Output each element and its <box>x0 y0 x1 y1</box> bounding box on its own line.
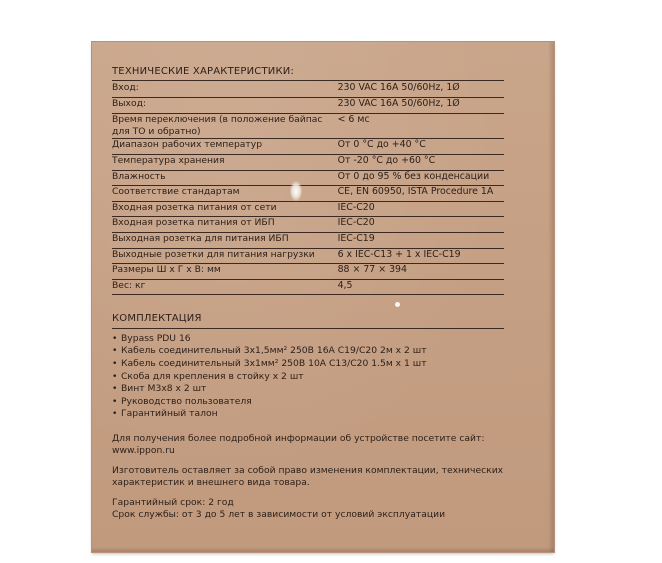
spec-row <box>112 98 504 114</box>
spec-value: CE, EN 60950, ISTA Procedure 1A <box>338 186 504 202</box>
bullet-icon: • <box>112 345 118 357</box>
list-item <box>112 383 542 396</box>
spec-label: Выходные розетки для питания нагрузки <box>112 248 338 264</box>
spec-value: 88 × 77 × 394 <box>338 264 504 280</box>
specs-top-rule <box>112 80 504 81</box>
spec-value: 4,5 <box>338 279 504 295</box>
bullet-icon: • <box>112 357 118 369</box>
spec-label: Влажность <box>112 170 338 186</box>
spec-label: Время переключения (в положение байпас для ТО и обратно) <box>112 113 338 139</box>
spec-label: Размеры Ш x Г x В: мм <box>112 264 338 280</box>
spec-label: Входная розетка питания от сети <box>112 201 338 217</box>
manufacturer-note: Изготовитель оставляет за собой право изменения комплектации, технических характеристик и внешнего вида товара. <box>112 464 504 489</box>
list-item <box>112 396 542 409</box>
kit-item-text: Bypass PDU 16 <box>121 332 191 344</box>
spec-row <box>112 217 504 233</box>
spec-value: От 0 до 95 % без конденсации <box>338 170 504 186</box>
bullet-icon: • <box>112 408 118 420</box>
specs-title: ТЕХНИЧЕСКИЕ ХАРАКТЕРИСТИКИ: <box>112 66 295 77</box>
bullet-icon: • <box>112 370 118 382</box>
spec-label: Температура хранения <box>112 155 338 171</box>
specs-table <box>112 82 504 295</box>
spec-label: Выход: <box>112 98 338 114</box>
kit-item-text: Скоба для крепления в стойку х 2 шт <box>121 370 304 382</box>
spec-value: IEC-C20 <box>338 217 504 233</box>
warranty-text: Гарантийный срок: 2 год <box>112 496 234 508</box>
cardboard-box-label <box>92 42 554 552</box>
info-section <box>112 433 532 521</box>
list-item <box>112 371 542 384</box>
spec-row <box>112 139 504 155</box>
bullet-icon: • <box>112 332 118 344</box>
kit-item-text: Руководство пользователя <box>121 395 252 407</box>
spec-row <box>112 186 504 202</box>
spec-value: < 6 мс <box>338 113 504 139</box>
bullet-icon: • <box>112 395 118 407</box>
spec-label: Диапазон рабочих температур <box>112 139 338 155</box>
printed-text-area <box>112 66 542 528</box>
spec-row <box>112 155 504 171</box>
cardboard-scuff <box>395 302 400 307</box>
spec-label: Входная розетка питания от ИБП <box>112 217 338 233</box>
spec-value: IEC-C19 <box>338 232 504 248</box>
list-item <box>112 345 542 358</box>
list-item <box>112 333 542 346</box>
kit-title: КОМПЛЕКТАЦИЯ <box>112 313 202 325</box>
spec-row <box>112 279 504 295</box>
kit-item-text: Винт М3х8 х 2 шт <box>121 383 207 395</box>
kit-list <box>112 333 542 421</box>
spec-row <box>112 232 504 248</box>
bullet-icon: • <box>112 383 118 395</box>
spec-label: Выходная розетка для питания ИБП <box>112 232 338 248</box>
spec-value: IEC-C20 <box>338 201 504 217</box>
kit-item-text: Кабель соединительный 3х1,5мм² 250В 16А С19/С20 2м х 2 шт <box>121 345 427 357</box>
spec-value: 6 x IEC-C13 + 1 x IEC-C19 <box>338 248 504 264</box>
kit-item-text: Гарантийный талон <box>121 408 218 420</box>
spec-row <box>112 113 504 139</box>
spec-value: От -20 °C до +60 °C <box>338 155 504 171</box>
cardboard-scuff <box>290 181 302 201</box>
spec-row <box>112 201 504 217</box>
kit-section <box>112 313 542 421</box>
spec-label: Вес: кг <box>112 279 338 295</box>
spec-row <box>112 170 504 186</box>
service-life-text: Срок службы: от 3 до 5 лет в зависимости от условий эксплуатации <box>112 508 446 520</box>
list-item <box>112 408 542 421</box>
spec-value: 230 VAC 16A 50/60Hz, 1Ø <box>338 82 504 97</box>
spec-label: Соответствие стандартам <box>112 186 338 202</box>
box-edge-shadow-right <box>548 42 554 552</box>
list-item <box>112 358 542 371</box>
spec-value: 230 VAC 16A 50/60Hz, 1Ø <box>338 98 504 114</box>
kit-item-text: Кабель соединительный 3х1мм² 250В 10А С13/С20 1.5м х 1 шт <box>121 357 427 369</box>
spec-row <box>112 264 504 280</box>
spec-row <box>112 248 504 264</box>
spec-row <box>112 82 504 97</box>
kit-rule <box>112 328 504 329</box>
spec-label: Вход: <box>112 82 338 97</box>
spec-value: От 0 °C до +40 °C <box>338 139 504 155</box>
box-edge-shadow-bottom <box>92 547 554 552</box>
more-info-text: Для получения более подробной информации об устройстве посетите сайт: www.ippon.ru <box>112 432 485 457</box>
